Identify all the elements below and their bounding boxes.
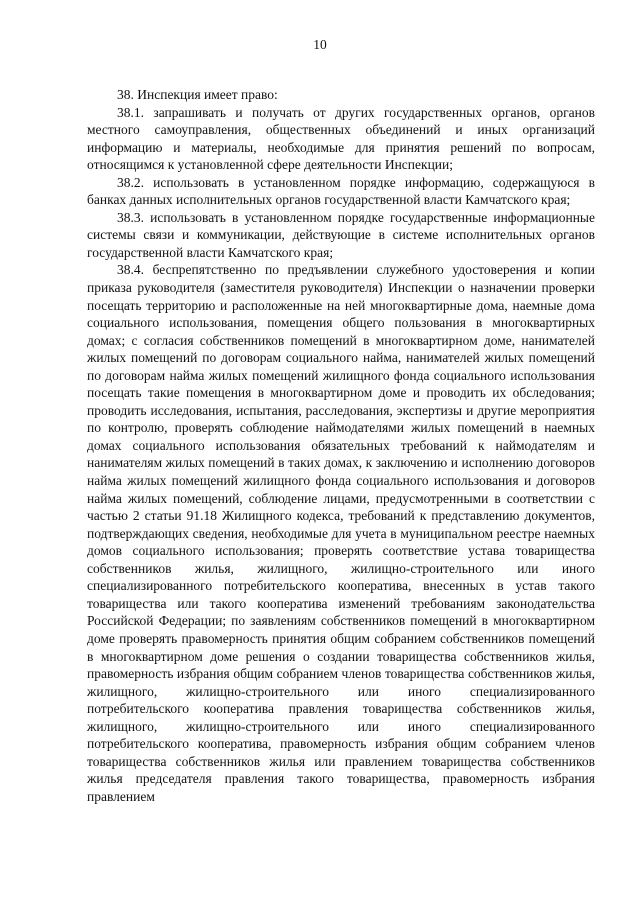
document-body (87, 86, 595, 805)
page-number: 10 (313, 37, 327, 52)
paragraph-38-4: 38.4. беспрепятственно по предъявлении служебного удостоверения и копии приказа руководителя (заместителя руководителя) Инспекции о назначении проверки посещать территорию и расположенные на ней многоквартирные дома, наемные дома социального использования, помещения общего пользования в многоквартирных домах; с согласия собственников помещений в многоквартирном доме, нанимателей жилых помещений по договорам социального найма, нанимателей жилых помещений по договорам найма жилых помещений жилищного фонда социального использования посещать такие помещения в многоквартирном доме и проводить их обследования; проводить исследования, испытания, расследования, экспертизы и другие мероприятия по контролю, проверять соблюдение наймодателями жилых помещений в наемных домах социального использования обязательных требований к наймодателям и нанимателям жилых помещений в таких домах, к заключению и исполнению договоров найма жилых помещений жилищного фонда социального использования и договоров найма жилых помещений, соблюдение лицами, предусмотренными в соответствии с частью 2 статьи 91.18 Жилищного кодекса, требований к представлению документов, подтверждающих сведения, необходимые для учета в муниципальном реестре наемных домов социального использования; проверять соответствие устава товарищества собственников жилья, жилищного, жилищно-строительного или иного специализированного потребительского кооператива, внесенных в устав такого товарищества или такого кооператива изменений требованиям законодательства Российской Федерации; по заявлениям собственников помещений в многоквартирном доме проверять правомерность принятия общим собранием собственников помещений в многоквартирном доме решения о создании товарищества собственников жилья, правомерность избрания общим собранием членов товарищества собственников жилья, жилищного, жилищно-строительного или иного специализированного потребительского кооператива правления товарищества собственников жилья, жилищного, жилищно-строительного или иного специализированного потребительского кооператива, правомерность избрания общим собранием членов товарищества собственников жилья или правлением товарищества собственников жилья председателя правления такого товарищества, правомерность избрания правлением (87, 262, 595, 804)
paragraph-38-1: 38.1. запрашивать и получать от других государственных органов, органов местного самоуправления, общественных объединений и иных организаций информацию и материалы, необходимые для принятия решений по вопросам, относящимся к установленной сфере деятельности Инспекции; (87, 104, 595, 173)
paragraph-38-3: 38.3. использовать в установленном порядке государственные информационные системы связи и коммуникации, действующие в системе исполнительных органов государственной власти Камчатского края; (87, 209, 595, 260)
paragraph-38-heading: 38. Инспекция имеет право: (117, 87, 278, 102)
paragraph-38-2: 38.2. использовать в установленном порядке информацию, содержащуюся в банках данных исполнительных органов государственной власти Камчатского края; (87, 174, 595, 208)
